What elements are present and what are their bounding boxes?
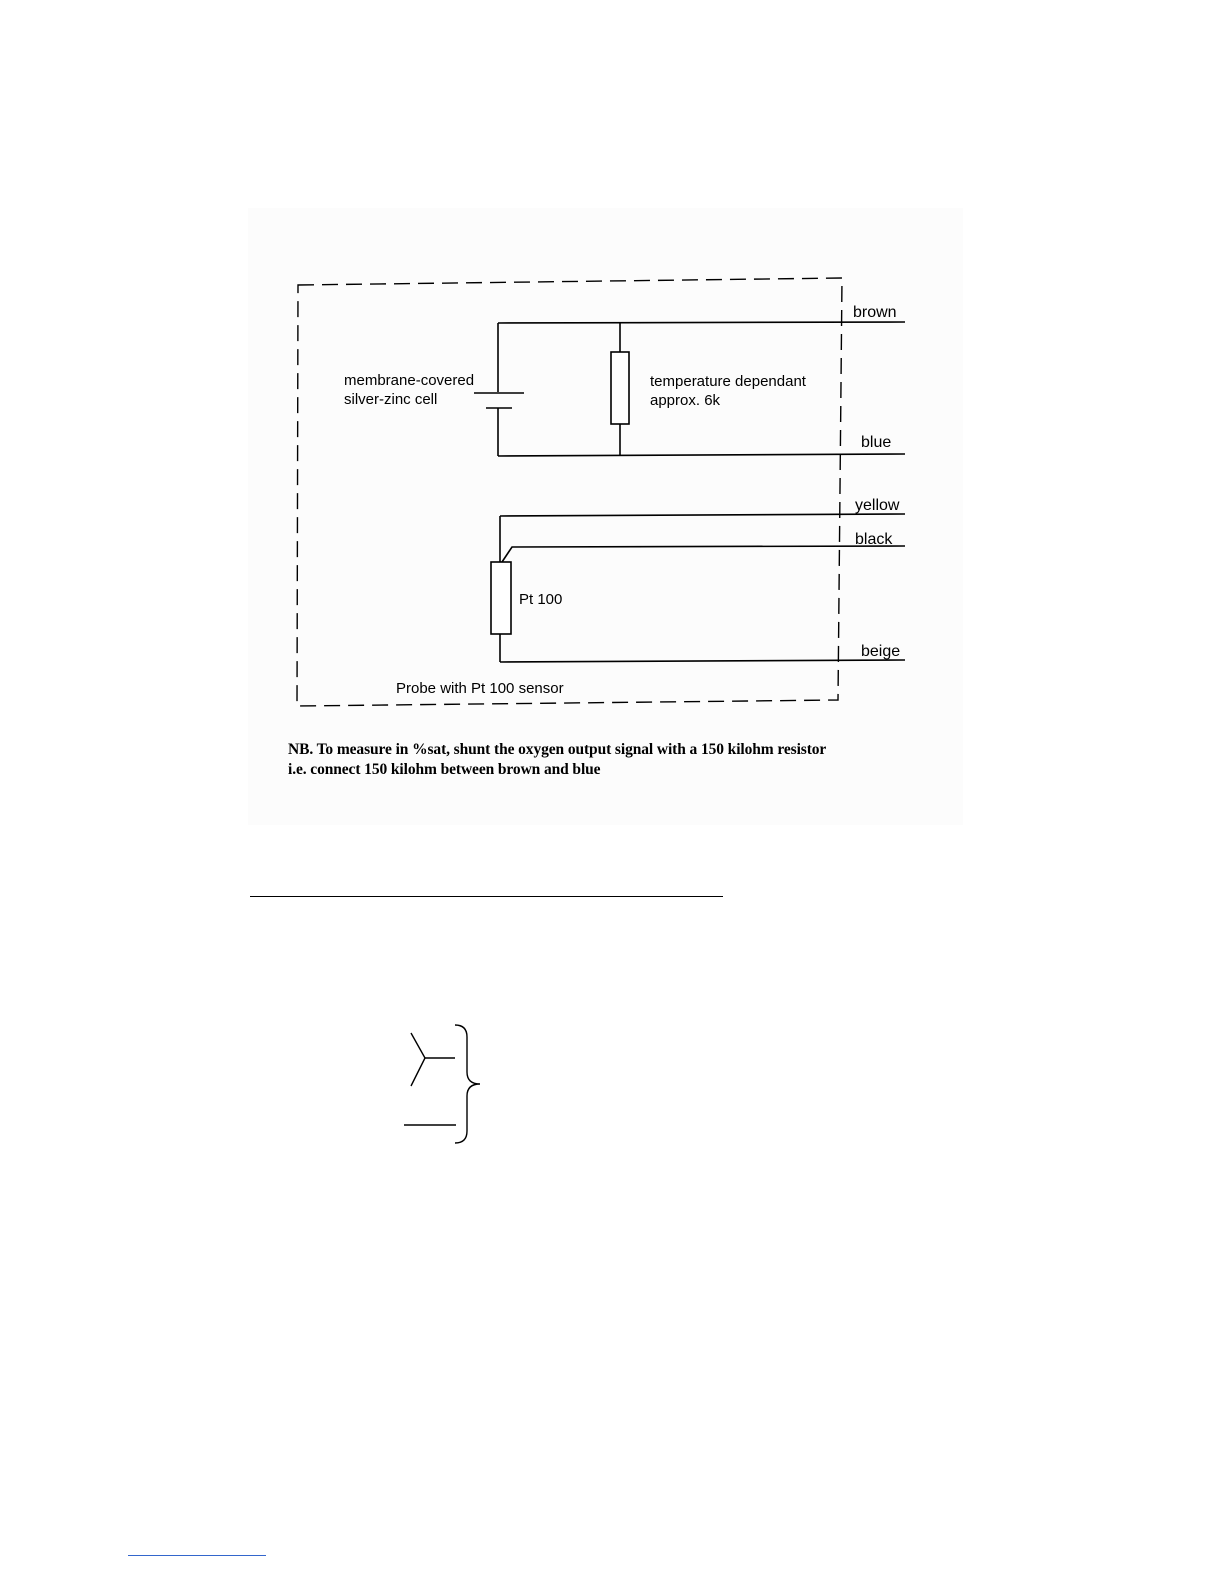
resistor-label-line2: approx. 6k bbox=[650, 392, 721, 409]
brown-wire-label: brown bbox=[853, 304, 897, 321]
cell-label-line1: membrane-covered bbox=[344, 372, 475, 389]
blue-wire-label: blue bbox=[861, 434, 892, 451]
note-line2: i.e. connect 150 kilohm between brown and blue bbox=[288, 761, 601, 778]
pt100-resistor bbox=[491, 562, 511, 634]
black-wire bbox=[502, 546, 905, 562]
pt100-circuit bbox=[491, 514, 905, 662]
beige-wire bbox=[500, 660, 905, 662]
note-line1: NB. To measure in %sat, shunt the oxygen output signal with a 150 kilohm resistor bbox=[288, 741, 827, 758]
probe-enclosure bbox=[297, 278, 842, 706]
footnote-rule bbox=[128, 1555, 266, 1556]
beige-wire-label: beige bbox=[861, 643, 901, 660]
black-wire-label: black bbox=[855, 531, 893, 548]
resistor-label-line1: temperature dependant bbox=[650, 373, 806, 390]
probe-label: Probe with Pt 100 sensor bbox=[396, 680, 564, 697]
connector-symbol bbox=[404, 1025, 480, 1143]
yellow-wire bbox=[500, 514, 905, 516]
pt100-label: Pt 100 bbox=[519, 591, 563, 608]
separator-rule bbox=[250, 896, 723, 897]
fork-lines bbox=[411, 1033, 425, 1086]
temperature-resistor bbox=[611, 352, 629, 424]
shunt-note bbox=[288, 740, 826, 780]
curly-brace bbox=[455, 1025, 480, 1143]
cell-label-line2: silver-zinc cell bbox=[344, 391, 438, 408]
yellow-wire-label: yellow bbox=[855, 497, 900, 514]
brown-wire bbox=[498, 322, 905, 323]
blue-wire bbox=[498, 454, 905, 456]
